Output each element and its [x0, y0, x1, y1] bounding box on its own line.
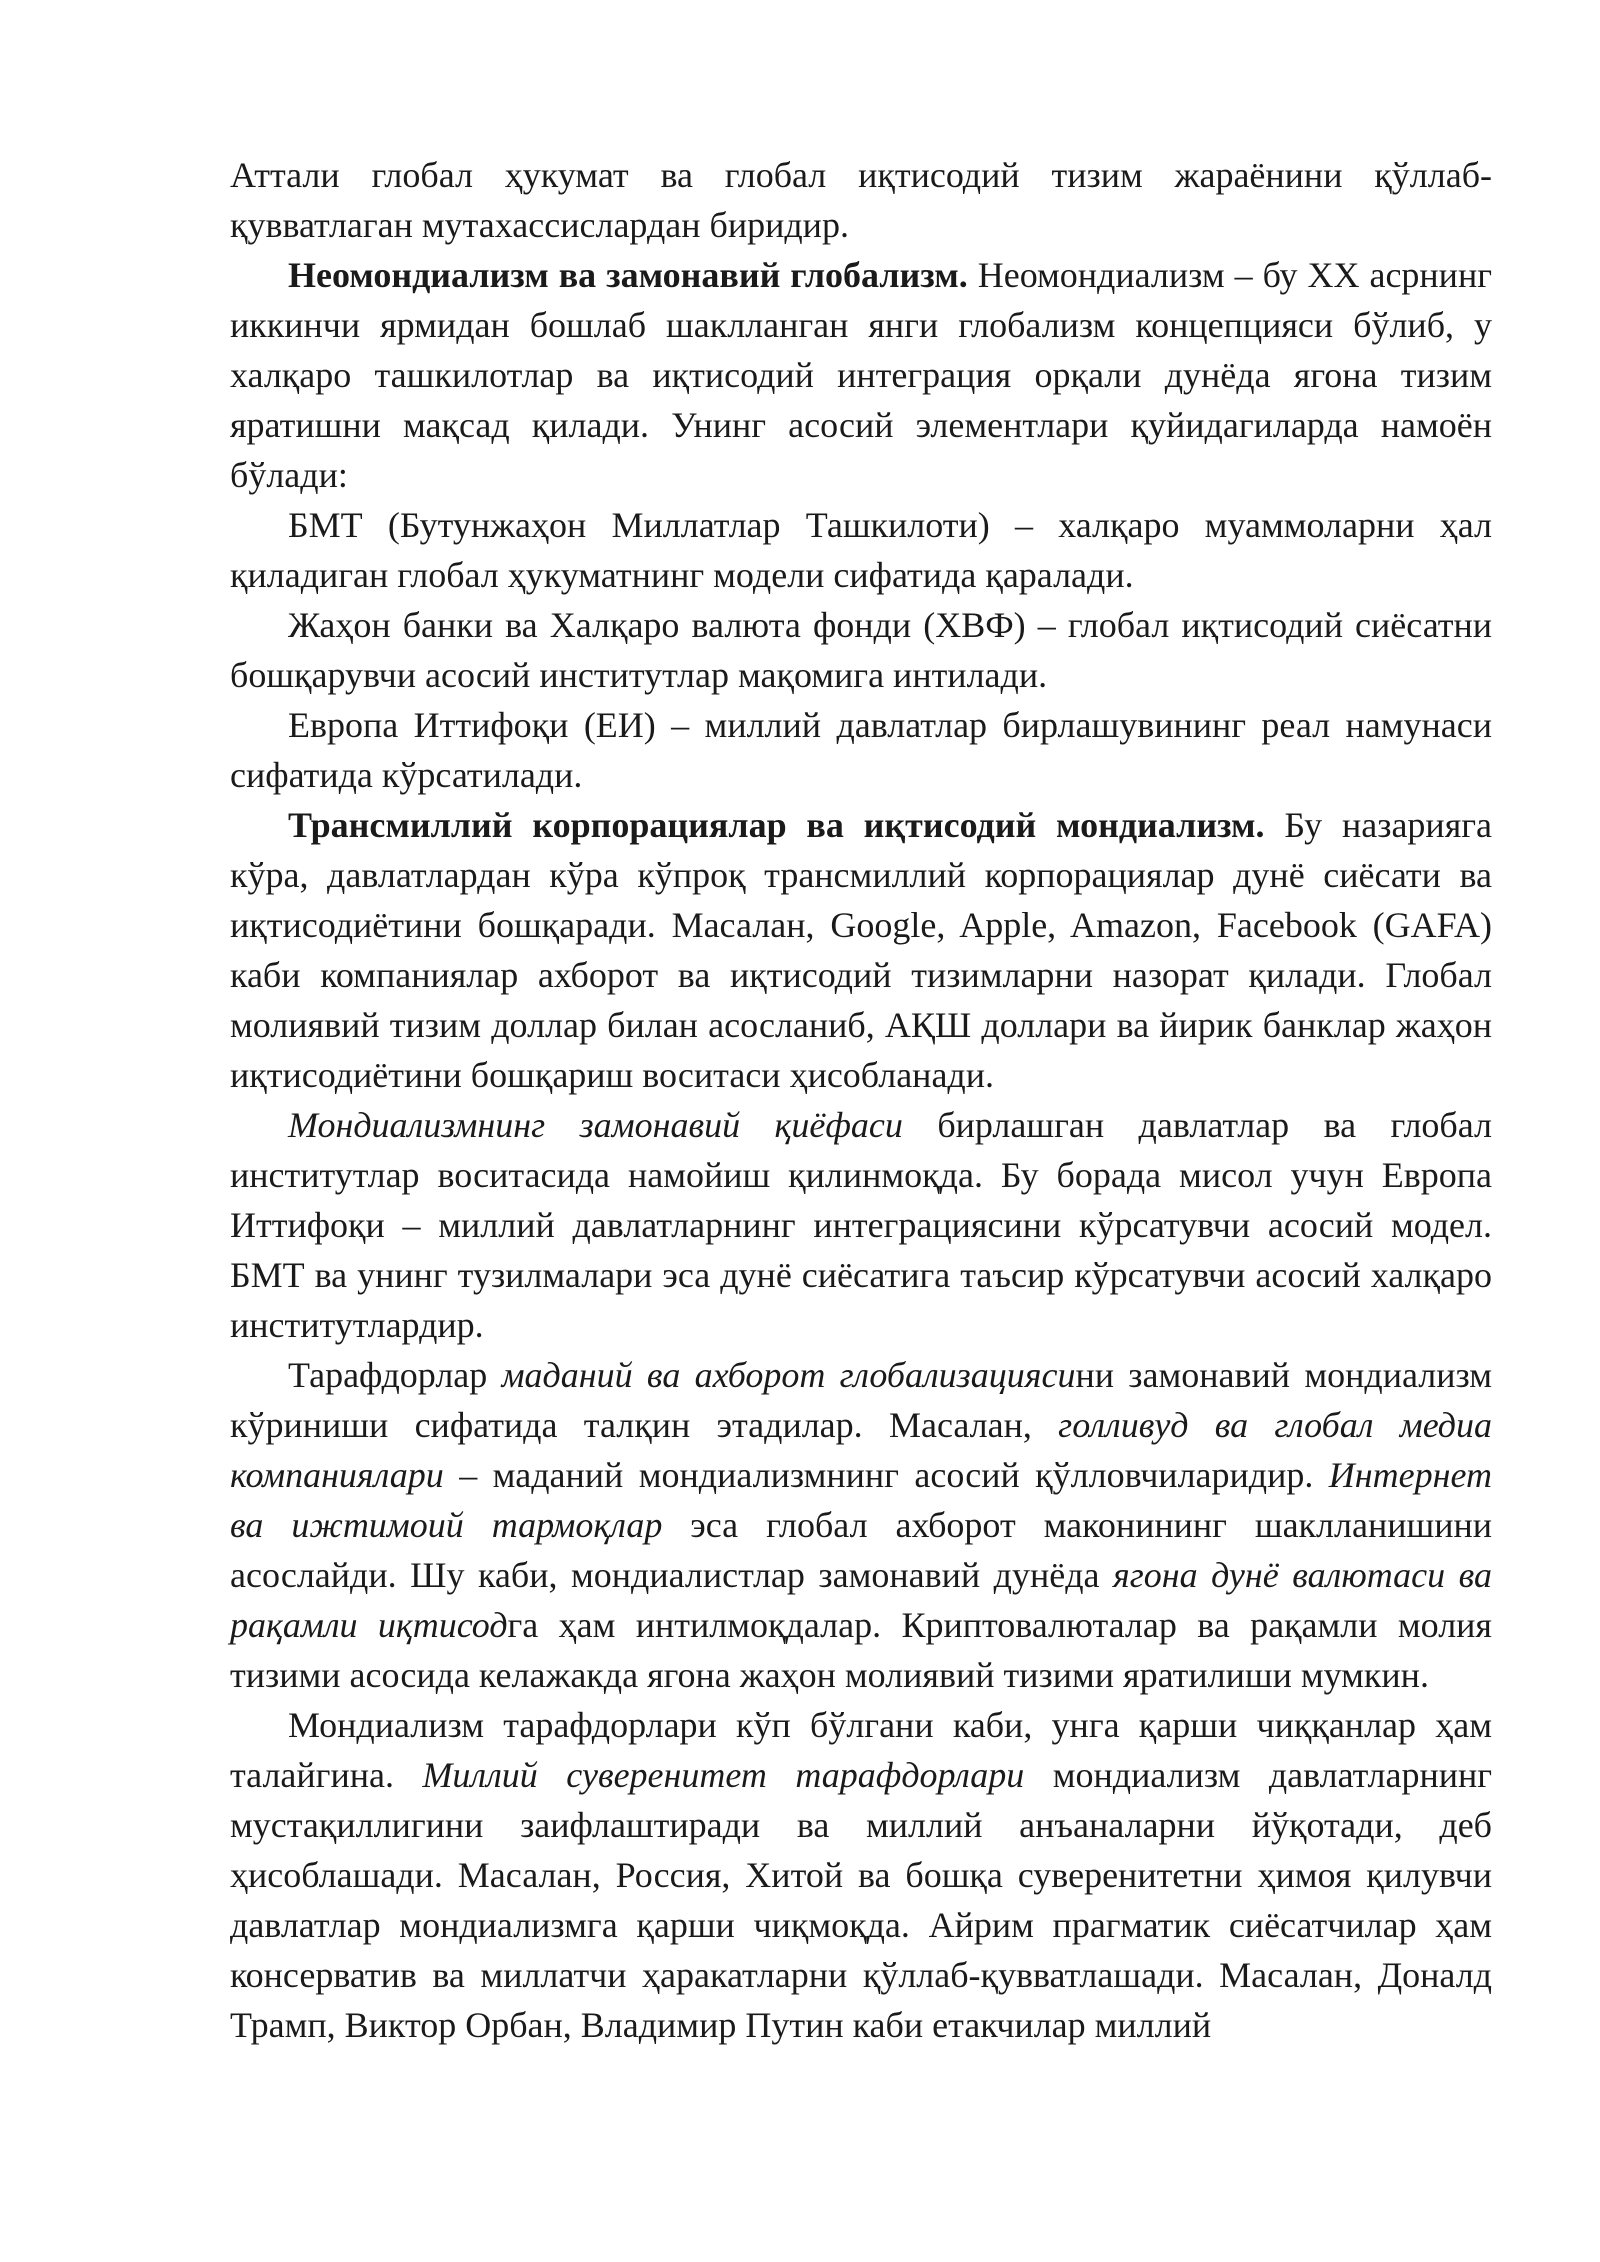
paragraph-text: Неомондиализм – бу XX асрнинг иккинчи ярмидан бошлаб шаклланган янги глобализм концепцияси бўлиб, у халқаро ташкилотлар ва иқтисодий интеграция орқали дунёда ягона тизим яратишни мақсад қилади. Унинг асосий элементлари қуйидагиларда намоён бўлади:: [230, 255, 1492, 495]
paragraph-text: – маданий мондиализмнинг асосий қўлловчиларидир.: [443, 1455, 1329, 1495]
paragraph-text: мондиализм давлатларнинг мустақиллигини заифлаштиради ва миллий анъаналарни йўқотади, деб ҳисоблашади. Масалан, Россия, Хитой ва бошқа суверенитетни ҳимоя қилувчи давлатлар мондиализмга қарши чиқмоқда. Айрим прагматик сиёсатчилар ҳам консерватив ва миллатчи ҳаракатларни қўллаб-қувватлашади. Масалан, Доналд Трамп, Виктор Орбан, Владимир Путин каби етакчилар миллий: [230, 1755, 1493, 2045]
paragraph: [230, 700, 1492, 800]
paragraph-text: БМТ (Бутунжаҳон Миллатлар Ташкилоти) – халқаро муаммоларни ҳал қиладиган глобал ҳукуматнинг модели сифатида қаралади.: [230, 505, 1492, 595]
paragraph: [230, 150, 1492, 250]
italic-phrase: голливуд ва глобал медиа компаниялари: [230, 1405, 1492, 1495]
paragraph: [230, 250, 1492, 500]
paragraph-text: ни замонавий мондиализм кўриниши сифатида талқин этадилар. Масалан,: [230, 1355, 1492, 1445]
paragraph-text: эса глобал ахборот маконининг шаклланишини асослайди. Шу каби, мондиалистлар замонавий дунёда: [230, 1505, 1492, 1595]
paragraph-text: га ҳам интилмоқдалар. Криптовалюталар ва рақамли молия тизими асосида келажакда ягона жаҳон молиявий тизими яратилиши мумкин.: [230, 1605, 1492, 1695]
paragraph-text: Аттали глобал ҳукумат ва глобал иқтисодий тизим жараёнини қўллаб-қувватлаган мутахассислардан биридир.: [230, 155, 1492, 245]
paragraph: [230, 500, 1492, 600]
paragraph-text: бирлашган давлатлар ва глобал институтлар воситасида намойиш қилинмоқда. Бу борада мисол учун Европа Иттифоқи – миллий давлатларнинг интеграциясини кўрсатувчи асосий модел. БМТ ва унинг тузилмалари эса дунё сиёсатига таъсир кўрсатувчи асосий халқаро институтлардир.: [230, 1105, 1492, 1345]
paragraph: [230, 1350, 1492, 1700]
section-heading: Трансмиллий корпорациялар ва иқтисодий мондиализм.: [288, 805, 1265, 845]
paragraph-text: Мондиализм тарафдорлари кўп бўлгани каби, унга қарши чиққанлар ҳам талайгина.: [230, 1705, 1492, 1795]
paragraph: [230, 800, 1492, 1100]
paragraph: [230, 1700, 1492, 2050]
paragraph-text: Бу назарияга кўра, давлатлардан кўра кўпроқ трансмиллий корпорациялар дунё сиёсати ва иқтисодиётини бошқаради. Масалан, Google, Apple, Amazon, Facebook (GAFA) каби компаниялар ахборот ва иқтисодий тизимларни назорат қилади. Глобал молиявий тизим доллар билан асосланиб, АҚШ доллари ва йирик банклар жаҳон иқтисодиётини бошқариш воситаси ҳисобланади.: [230, 805, 1492, 1095]
italic-phrase: Интернет ва ижтимоий тармоқлар: [230, 1455, 1492, 1545]
section-heading: Неомондиализм ва замонавий глобализм.: [288, 255, 968, 295]
italic-phrase: Миллий суверенитет тарафдорлари: [422, 1755, 1025, 1795]
paragraph: [230, 1100, 1492, 1350]
italic-phrase: ягона дунё валютаси ва рақамли иқтисод: [230, 1555, 1493, 1645]
paragraph-text: Тарафдорлар: [288, 1355, 502, 1395]
paragraph-text: Европа Иттифоқи (ЕИ) – миллий давлатлар бирлашувининг реал намунаси сифатида кўрсатилади.: [230, 705, 1492, 795]
paragraph-text: Жаҳон банки ва Халқаро валюта фонди (ХВФ) – глобал иқтисодий сиёсатни бошқарувчи асосий институтлар мақомига интилади.: [230, 605, 1492, 695]
italic-phrase: Мондиализмнинг замонавий қиёфаси: [288, 1105, 903, 1145]
document-page: [230, 150, 1492, 2050]
italic-phrase: маданий ва ахборот глобализацияси: [501, 1355, 1076, 1395]
paragraph: [230, 600, 1492, 700]
